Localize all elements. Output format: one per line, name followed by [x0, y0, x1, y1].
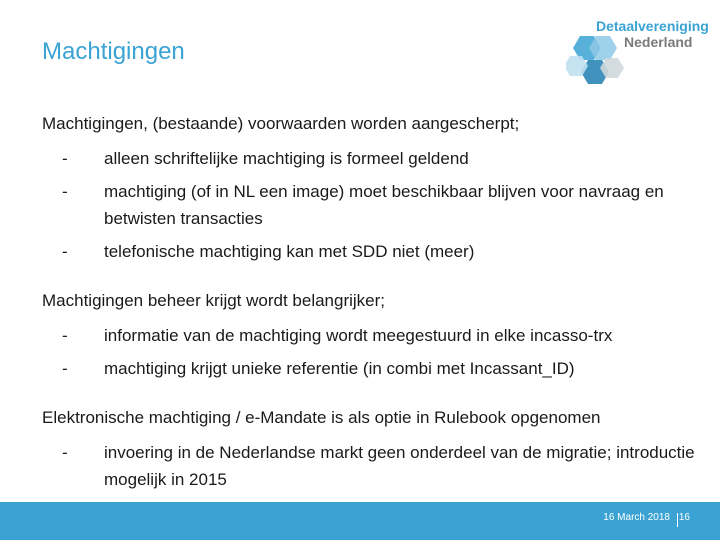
- bullet-dash: -: [62, 443, 68, 462]
- slide-title: Machtigingen: [42, 38, 185, 65]
- bullet-text: alleen schriftelijke machtiging is formeel geldend: [104, 149, 469, 168]
- footer-date: 16 March 2018: [603, 512, 670, 523]
- logo-text-line1: Detaalvereniging: [596, 18, 709, 34]
- bullet-item: [42, 145, 702, 172]
- bullet-item: [42, 355, 702, 382]
- section-heading: Machtigingen, (bestaande) voorwaarden worden aangescherpt;: [42, 114, 520, 133]
- page-number: 16: [678, 512, 690, 523]
- section-heading: Machtigingen beheer krijgt wordt belangrijker;: [42, 291, 386, 310]
- section-heading: Elektronische machtiging / e-Mandate is als optie in Rulebook opgenomen: [42, 408, 601, 427]
- bullet-dash: -: [62, 149, 68, 168]
- logo-text-line2: Nederland: [624, 34, 693, 50]
- bullet-item: [42, 322, 702, 349]
- bullet-text: machtiging (of in NL een image) moet beschikbaar blijven voor navraag en betwisten transacties: [104, 182, 664, 228]
- bullet-dash: -: [62, 326, 68, 345]
- bullet-dash: -: [62, 182, 68, 201]
- bullet-dash: -: [62, 359, 68, 378]
- footer-bar: [0, 502, 720, 540]
- bullet-item: [42, 238, 702, 265]
- bullet-text: informatie van de machtiging wordt meegestuurd in elke incasso-trx: [104, 326, 613, 345]
- logo: [566, 18, 709, 88]
- bullet-text: telefonische machtiging kan met SDD niet (meer): [104, 242, 475, 261]
- footer-separator: [677, 513, 678, 527]
- section-voorwaarden: [42, 110, 702, 265]
- section-beheer: [42, 287, 702, 382]
- bullet-text: invoering in de Nederlandse markt geen onderdeel van de migratie; introductie mogelijk in 2015: [104, 443, 695, 489]
- hexagon-logo-icon: [566, 34, 626, 88]
- section-e-mandate: [42, 404, 702, 493]
- slide-content: [42, 110, 702, 499]
- bullet-text: machtiging krijgt unieke referentie (in combi met Incassant_ID): [104, 359, 575, 378]
- bullet-item: [42, 178, 702, 232]
- bullet-dash: -: [62, 242, 68, 261]
- bullet-item: [42, 439, 702, 493]
